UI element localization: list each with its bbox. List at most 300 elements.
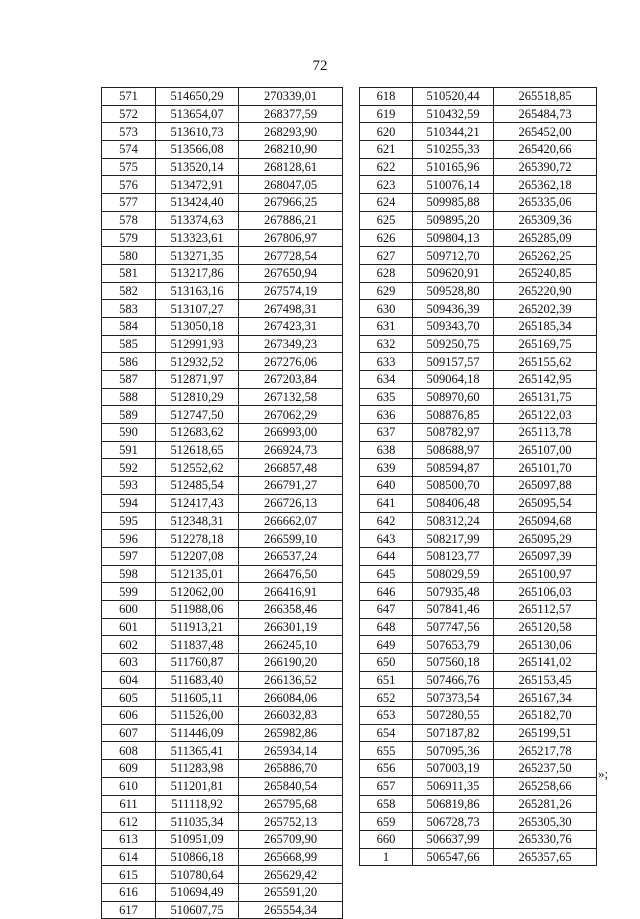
table-row: [102, 158, 343, 176]
table-row: [102, 211, 343, 229]
y-coordinate-cell: 265112,57: [494, 600, 597, 618]
point-number-cell: 611: [102, 795, 156, 813]
y-coordinate-cell: 265330,76: [494, 830, 597, 848]
table-row: [102, 194, 343, 212]
y-coordinate-cell: 268128,61: [239, 158, 343, 176]
point-number-cell: 640: [360, 477, 413, 495]
point-number-cell: 660: [360, 830, 413, 848]
y-coordinate-cell: 265452,00: [494, 123, 597, 141]
x-coordinate-cell: 512991,93: [156, 335, 239, 353]
table-row: [102, 724, 343, 742]
point-number-cell: 608: [102, 742, 156, 760]
point-number-cell: 628: [360, 264, 413, 282]
x-coordinate-cell: 508406,48: [413, 494, 494, 512]
x-coordinate-cell: 512618,65: [156, 441, 239, 459]
x-coordinate-cell: 510255,33: [413, 141, 494, 159]
point-number-cell: 615: [102, 866, 156, 884]
y-coordinate-cell: 267423,31: [239, 317, 343, 335]
y-coordinate-cell: 266726,13: [239, 494, 343, 512]
x-coordinate-cell: 513050,18: [156, 317, 239, 335]
y-coordinate-cell: 265167,34: [494, 689, 597, 707]
point-number-cell: 594: [102, 494, 156, 512]
y-coordinate-cell: 267966,25: [239, 194, 343, 212]
table-row: [360, 494, 597, 512]
x-coordinate-cell: 509712,70: [413, 247, 494, 265]
y-coordinate-cell: 265182,70: [494, 707, 597, 725]
y-coordinate-cell: 265237,50: [494, 760, 597, 778]
x-coordinate-cell: 510780,64: [156, 866, 239, 884]
x-coordinate-cell: 509343,70: [413, 317, 494, 335]
point-number-cell: 635: [360, 388, 413, 406]
x-coordinate-cell: 506819,86: [413, 795, 494, 813]
table-row: [360, 654, 597, 672]
table-row: [102, 176, 343, 194]
point-number-cell: 603: [102, 654, 156, 672]
point-number-cell: 574: [102, 141, 156, 159]
point-number-cell: 619: [360, 105, 413, 123]
point-number-cell: 602: [102, 636, 156, 654]
point-number-cell: 624: [360, 194, 413, 212]
x-coordinate-cell: 513271,35: [156, 247, 239, 265]
point-number-cell: 592: [102, 459, 156, 477]
y-coordinate-cell: 267574,19: [239, 282, 343, 300]
table-row: [360, 583, 597, 601]
y-coordinate-cell: 265095,54: [494, 494, 597, 512]
x-coordinate-cell: 512683,62: [156, 424, 239, 442]
x-coordinate-cell: 511760,87: [156, 654, 239, 672]
table-row: [102, 777, 343, 795]
table-row: [102, 795, 343, 813]
y-coordinate-cell: 266136,52: [239, 671, 343, 689]
y-coordinate-cell: 270339,01: [239, 88, 343, 106]
x-coordinate-cell: 513374,63: [156, 211, 239, 229]
table-row: [102, 565, 343, 583]
x-coordinate-cell: 506547,66: [413, 848, 494, 866]
x-coordinate-cell: 510607,75: [156, 901, 239, 919]
x-coordinate-cell: 510694,49: [156, 883, 239, 901]
x-coordinate-cell: 511035,34: [156, 813, 239, 831]
x-coordinate-cell: 513654,07: [156, 105, 239, 123]
table-row: [102, 282, 343, 300]
y-coordinate-cell: 265106,03: [494, 583, 597, 601]
x-coordinate-cell: 512747,50: [156, 406, 239, 424]
point-number-cell: 651: [360, 671, 413, 689]
y-coordinate-cell: 268047,05: [239, 176, 343, 194]
y-coordinate-cell: 266416,91: [239, 583, 343, 601]
y-coordinate-cell: 267806,97: [239, 229, 343, 247]
point-number-cell: 659: [360, 813, 413, 831]
point-number-cell: 577: [102, 194, 156, 212]
table-row: [360, 795, 597, 813]
x-coordinate-cell: 512207,08: [156, 547, 239, 565]
y-coordinate-cell: 265309,36: [494, 211, 597, 229]
y-coordinate-cell: 266857,48: [239, 459, 343, 477]
point-number-cell: 639: [360, 459, 413, 477]
point-number-cell: 652: [360, 689, 413, 707]
y-coordinate-cell: 268293,90: [239, 123, 343, 141]
point-number-cell: 595: [102, 512, 156, 530]
y-coordinate-cell: 265185,34: [494, 317, 597, 335]
y-coordinate-cell: 265120,58: [494, 618, 597, 636]
table-row: [102, 424, 343, 442]
table-row: [360, 813, 597, 831]
table-row: [360, 371, 597, 389]
x-coordinate-cell: 508782,97: [413, 424, 494, 442]
x-coordinate-cell: 513566,08: [156, 141, 239, 159]
table-row: [102, 618, 343, 636]
table-row: [360, 141, 597, 159]
y-coordinate-cell: 265130,06: [494, 636, 597, 654]
table-row: [102, 600, 343, 618]
x-coordinate-cell: 512135,01: [156, 565, 239, 583]
point-number-cell: 649: [360, 636, 413, 654]
x-coordinate-cell: 507560,18: [413, 654, 494, 672]
x-coordinate-cell: 509250,75: [413, 335, 494, 353]
y-coordinate-cell: 266190,20: [239, 654, 343, 672]
y-coordinate-cell: 265262,25: [494, 247, 597, 265]
point-number-cell: 620: [360, 123, 413, 141]
table-row: [102, 530, 343, 548]
x-coordinate-cell: 507280,55: [413, 707, 494, 725]
table-row: [360, 229, 597, 247]
table-row: [102, 335, 343, 353]
y-coordinate-cell: 265362,18: [494, 176, 597, 194]
table-row: [360, 211, 597, 229]
point-number-cell: 626: [360, 229, 413, 247]
table-row: [360, 247, 597, 265]
table-row: [102, 866, 343, 884]
table-row: [102, 636, 343, 654]
x-coordinate-cell: 507003,19: [413, 760, 494, 778]
point-number-cell: 643: [360, 530, 413, 548]
y-coordinate-cell: 268377,59: [239, 105, 343, 123]
x-coordinate-cell: 508312,24: [413, 512, 494, 530]
y-coordinate-cell: 265097,39: [494, 547, 597, 565]
point-number-cell: 606: [102, 707, 156, 725]
y-coordinate-cell: 265240,85: [494, 264, 597, 282]
x-coordinate-cell: 508123,77: [413, 547, 494, 565]
table-row: [360, 388, 597, 406]
y-coordinate-cell: 267498,31: [239, 300, 343, 318]
table-row: [102, 300, 343, 318]
table-row: [102, 388, 343, 406]
point-number-cell: 647: [360, 600, 413, 618]
table-row: [102, 459, 343, 477]
point-number-cell: 596: [102, 530, 156, 548]
y-coordinate-cell: 265169,75: [494, 335, 597, 353]
x-coordinate-cell: 509528,80: [413, 282, 494, 300]
x-coordinate-cell: 511605,11: [156, 689, 239, 707]
x-coordinate-cell: 508217,99: [413, 530, 494, 548]
y-coordinate-cell: 265335,06: [494, 194, 597, 212]
point-number-cell: 634: [360, 371, 413, 389]
x-coordinate-cell: 509436,39: [413, 300, 494, 318]
x-coordinate-cell: 511913,21: [156, 618, 239, 636]
table-row: [360, 406, 597, 424]
point-number-cell: 641: [360, 494, 413, 512]
y-coordinate-cell: 265934,14: [239, 742, 343, 760]
coordinates-table-left: [101, 87, 343, 919]
table-row: [102, 830, 343, 848]
point-number-cell: 618: [360, 88, 413, 106]
point-number-cell: 585: [102, 335, 156, 353]
table-row: [102, 813, 343, 831]
table-row: [360, 335, 597, 353]
point-number-cell: 650: [360, 654, 413, 672]
table-row: [360, 707, 597, 725]
y-coordinate-cell: 267728,54: [239, 247, 343, 265]
x-coordinate-cell: 513424,40: [156, 194, 239, 212]
point-number-cell: 614: [102, 848, 156, 866]
x-coordinate-cell: 512932,52: [156, 353, 239, 371]
point-number-cell: 656: [360, 760, 413, 778]
x-coordinate-cell: 509157,57: [413, 353, 494, 371]
point-number-cell: 610: [102, 777, 156, 795]
table-row: [102, 88, 343, 106]
point-number-cell: 658: [360, 795, 413, 813]
point-number-cell: 645: [360, 565, 413, 583]
x-coordinate-cell: 506728,73: [413, 813, 494, 831]
point-number-cell: 1: [360, 848, 413, 866]
table-row: [102, 371, 343, 389]
x-coordinate-cell: 512062,00: [156, 583, 239, 601]
x-coordinate-cell: 512552,62: [156, 459, 239, 477]
y-coordinate-cell: 267276,06: [239, 353, 343, 371]
table-row: [360, 547, 597, 565]
point-number-cell: 582: [102, 282, 156, 300]
point-number-cell: 571: [102, 88, 156, 106]
point-number-cell: 572: [102, 105, 156, 123]
table-row: [360, 777, 597, 795]
table-row: [360, 317, 597, 335]
point-number-cell: 588: [102, 388, 156, 406]
x-coordinate-cell: 513217,86: [156, 264, 239, 282]
table-row: [360, 671, 597, 689]
y-coordinate-cell: 267886,21: [239, 211, 343, 229]
y-coordinate-cell: 266599,10: [239, 530, 343, 548]
table-row: [102, 477, 343, 495]
point-number-cell: 586: [102, 353, 156, 371]
y-coordinate-cell: 266476,50: [239, 565, 343, 583]
x-coordinate-cell: 510432,59: [413, 105, 494, 123]
table-row: [360, 724, 597, 742]
y-coordinate-cell: 267650,94: [239, 264, 343, 282]
table-row: [102, 141, 343, 159]
x-coordinate-cell: 511118,92: [156, 795, 239, 813]
point-number-cell: 616: [102, 883, 156, 901]
x-coordinate-cell: 508970,60: [413, 388, 494, 406]
table-row: [102, 441, 343, 459]
point-number-cell: 590: [102, 424, 156, 442]
y-coordinate-cell: 265258,66: [494, 777, 597, 795]
x-coordinate-cell: 510520,44: [413, 88, 494, 106]
point-number-cell: 613: [102, 830, 156, 848]
table-row: [360, 441, 597, 459]
y-coordinate-cell: 265101,70: [494, 459, 597, 477]
point-number-cell: 622: [360, 158, 413, 176]
y-coordinate-cell: 265668,99: [239, 848, 343, 866]
y-coordinate-cell: 265840,54: [239, 777, 343, 795]
point-number-cell: 587: [102, 371, 156, 389]
y-coordinate-cell: 265357,65: [494, 848, 597, 866]
y-coordinate-cell: 266358,46: [239, 600, 343, 618]
point-number-cell: 632: [360, 335, 413, 353]
point-number-cell: 607: [102, 724, 156, 742]
y-coordinate-cell: 266301,19: [239, 618, 343, 636]
point-number-cell: 593: [102, 477, 156, 495]
x-coordinate-cell: 512485,54: [156, 477, 239, 495]
table-row: [360, 459, 597, 477]
point-number-cell: 575: [102, 158, 156, 176]
point-number-cell: 636: [360, 406, 413, 424]
x-coordinate-cell: 508500,70: [413, 477, 494, 495]
x-coordinate-cell: 510951,09: [156, 830, 239, 848]
y-coordinate-cell: 266791,27: [239, 477, 343, 495]
table-row: [360, 105, 597, 123]
table-row: [102, 353, 343, 371]
table-row: [102, 105, 343, 123]
point-number-cell: 638: [360, 441, 413, 459]
coordinates-table-right-body: [360, 88, 597, 866]
point-number-cell: 653: [360, 707, 413, 725]
table-row: [102, 406, 343, 424]
point-number-cell: 600: [102, 600, 156, 618]
table-row: [360, 176, 597, 194]
table-row: [360, 689, 597, 707]
x-coordinate-cell: 509064,18: [413, 371, 494, 389]
x-coordinate-cell: 513472,91: [156, 176, 239, 194]
page-number: 72: [312, 58, 328, 74]
y-coordinate-cell: 265153,45: [494, 671, 597, 689]
point-number-cell: 655: [360, 742, 413, 760]
table-row: [360, 760, 597, 778]
y-coordinate-cell: 265100,97: [494, 565, 597, 583]
table-row: [360, 88, 597, 106]
y-coordinate-cell: 265155,62: [494, 353, 597, 371]
x-coordinate-cell: 510866,18: [156, 848, 239, 866]
x-coordinate-cell: 507935,48: [413, 583, 494, 601]
table-row: [360, 636, 597, 654]
coordinates-table-right: [359, 87, 597, 866]
point-number-cell: 623: [360, 176, 413, 194]
table-row: [360, 830, 597, 848]
x-coordinate-cell: 513107,27: [156, 300, 239, 318]
y-coordinate-cell: 267062,29: [239, 406, 343, 424]
x-coordinate-cell: 506911,35: [413, 777, 494, 795]
point-number-cell: 627: [360, 247, 413, 265]
y-coordinate-cell: 265220,90: [494, 282, 597, 300]
point-number-cell: 583: [102, 300, 156, 318]
x-coordinate-cell: 506637,99: [413, 830, 494, 848]
x-coordinate-cell: 507466,76: [413, 671, 494, 689]
table-row: [360, 158, 597, 176]
x-coordinate-cell: 511283,98: [156, 760, 239, 778]
table-row: [102, 317, 343, 335]
point-number-cell: 580: [102, 247, 156, 265]
point-number-cell: 644: [360, 547, 413, 565]
table-row: [102, 512, 343, 530]
x-coordinate-cell: 507095,36: [413, 742, 494, 760]
point-number-cell: 630: [360, 300, 413, 318]
point-number-cell: 604: [102, 671, 156, 689]
y-coordinate-cell: 265886,70: [239, 760, 343, 778]
x-coordinate-cell: 510165,96: [413, 158, 494, 176]
y-coordinate-cell: 266032,83: [239, 707, 343, 725]
point-number-cell: 657: [360, 777, 413, 795]
point-number-cell: 648: [360, 618, 413, 636]
table-row: [360, 848, 597, 866]
table-row: [102, 742, 343, 760]
point-number-cell: 629: [360, 282, 413, 300]
table-row: [360, 424, 597, 442]
y-coordinate-cell: 265484,73: [494, 105, 597, 123]
y-coordinate-cell: 265281,26: [494, 795, 597, 813]
table-row: [360, 618, 597, 636]
table-row: [102, 494, 343, 512]
point-number-cell: 642: [360, 512, 413, 530]
x-coordinate-cell: 509620,91: [413, 264, 494, 282]
y-coordinate-cell: 265982,86: [239, 724, 343, 742]
point-number-cell: 598: [102, 565, 156, 583]
table-row: [102, 901, 343, 919]
point-number-cell: 601: [102, 618, 156, 636]
x-coordinate-cell: 511446,09: [156, 724, 239, 742]
table-row: [360, 282, 597, 300]
y-coordinate-cell: 267349,23: [239, 335, 343, 353]
y-coordinate-cell: 265795,68: [239, 795, 343, 813]
point-number-cell: 591: [102, 441, 156, 459]
coordinates-table-left-body: [102, 88, 343, 919]
y-coordinate-cell: 265131,75: [494, 388, 597, 406]
x-coordinate-cell: 508594,87: [413, 459, 494, 477]
x-coordinate-cell: 512871,97: [156, 371, 239, 389]
y-coordinate-cell: 265591,20: [239, 883, 343, 901]
point-number-cell: 576: [102, 176, 156, 194]
table-row: [102, 547, 343, 565]
x-coordinate-cell: 510344,21: [413, 123, 494, 141]
y-coordinate-cell: 266537,24: [239, 547, 343, 565]
y-coordinate-cell: 266662,07: [239, 512, 343, 530]
y-coordinate-cell: 265420,66: [494, 141, 597, 159]
table-row: [360, 512, 597, 530]
x-coordinate-cell: 512278,18: [156, 530, 239, 548]
point-number-cell: 654: [360, 724, 413, 742]
table-row: [102, 247, 343, 265]
x-coordinate-cell: 512810,29: [156, 388, 239, 406]
point-number-cell: 605: [102, 689, 156, 707]
table-row: [102, 671, 343, 689]
x-coordinate-cell: 509895,20: [413, 211, 494, 229]
closing-quote-mark: »;: [598, 766, 609, 781]
table-row: [360, 123, 597, 141]
y-coordinate-cell: 265113,78: [494, 424, 597, 442]
point-number-cell: 578: [102, 211, 156, 229]
table-row: [360, 300, 597, 318]
table-row: [102, 583, 343, 601]
y-coordinate-cell: 265141,02: [494, 654, 597, 672]
x-coordinate-cell: 508876,85: [413, 406, 494, 424]
x-coordinate-cell: 509985,88: [413, 194, 494, 212]
table-row: [102, 760, 343, 778]
point-number-cell: 589: [102, 406, 156, 424]
y-coordinate-cell: 265217,78: [494, 742, 597, 760]
x-coordinate-cell: 513610,73: [156, 123, 239, 141]
y-coordinate-cell: 265629,42: [239, 866, 343, 884]
y-coordinate-cell: 265752,13: [239, 813, 343, 831]
x-coordinate-cell: 511683,40: [156, 671, 239, 689]
y-coordinate-cell: 268210,90: [239, 141, 343, 159]
x-coordinate-cell: 508029,59: [413, 565, 494, 583]
